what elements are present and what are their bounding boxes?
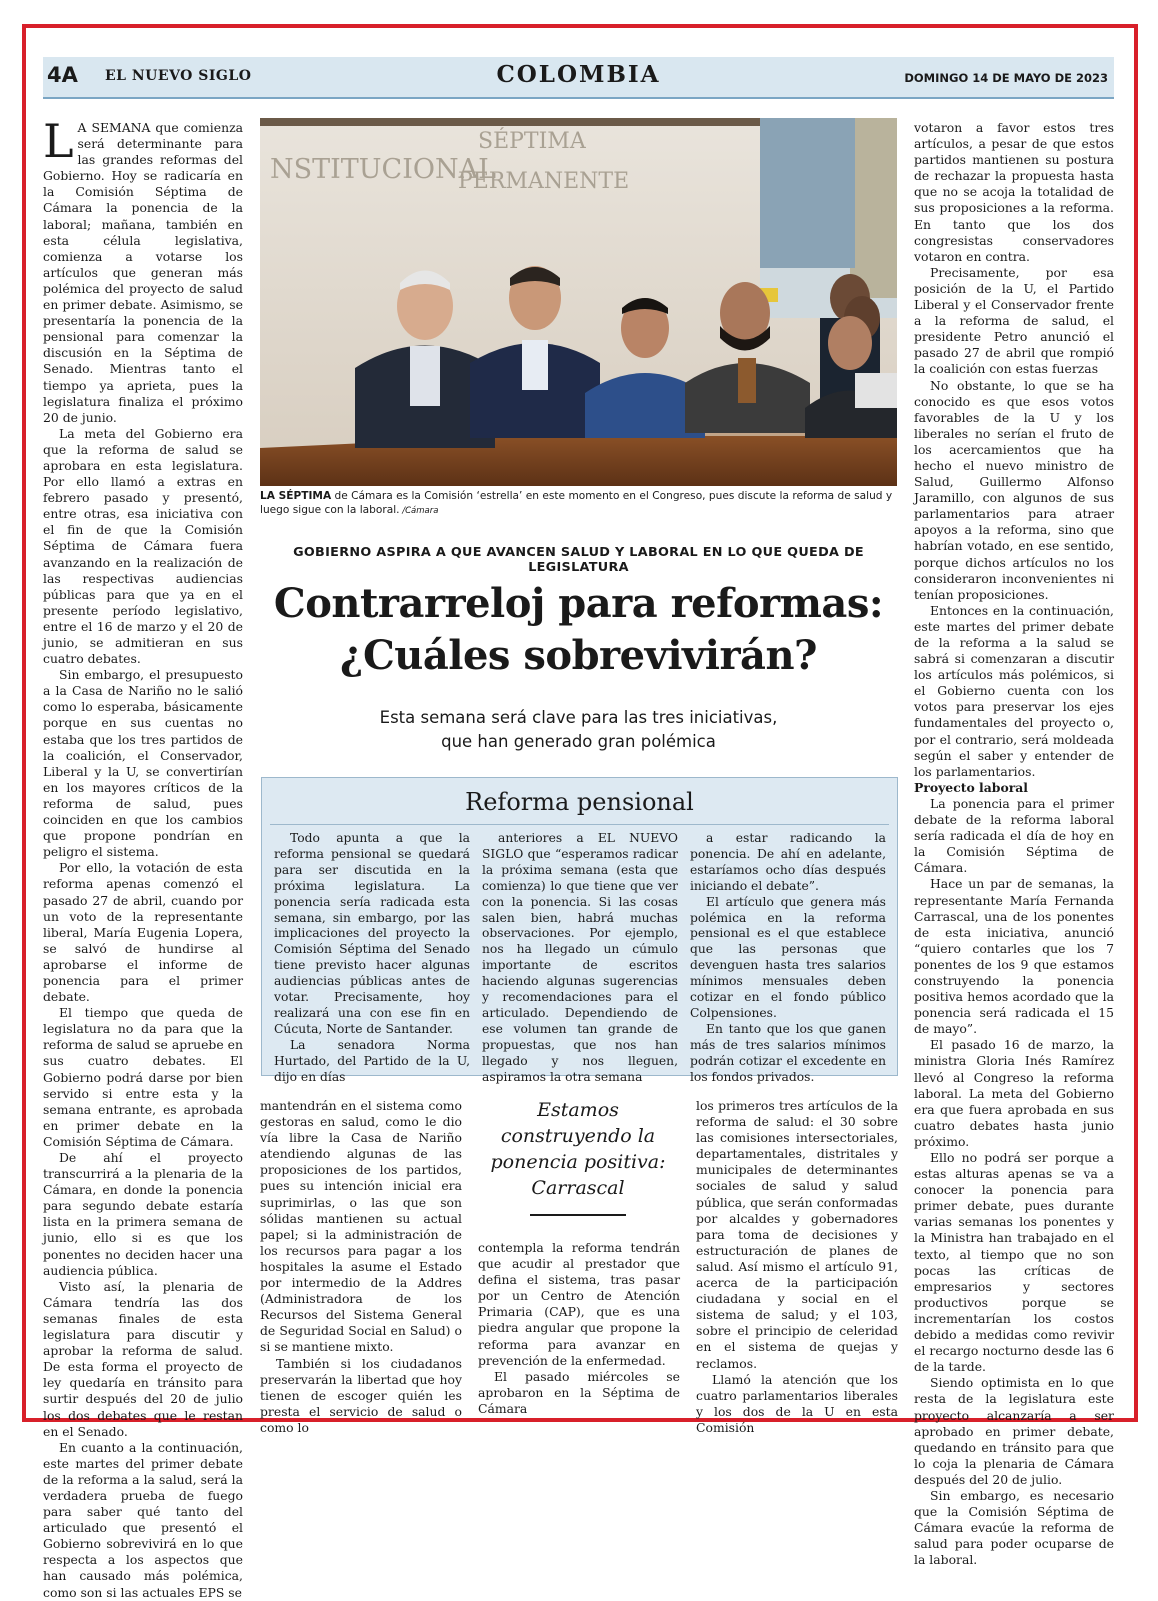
page-header (43, 57, 1114, 99)
photo-caption (260, 489, 897, 518)
page-number: 4A (47, 63, 78, 87)
headline (260, 578, 897, 682)
paragraph: No obstante, lo que se ha conocido es que esos votos favorables de la U y los liberales no serían el fruto de los acercamientos que ha hecho el nuevo ministro de Salud, Guillermo Alfonso Jaramillo, con algunos de sus parlamentarios para atraer apoyos a la reforma, sino que habrían votado, en ese sentido, porque dichos artículos no los consideraron inconvenientes ni tenían proposiciones. (914, 377, 1114, 602)
box-title: Reforma pensional (465, 788, 694, 816)
paragraph: También si los ciudadanos preservarán la libertad que hoy tienen de escoger quién les presta el servicio de salud o como lo (260, 1355, 462, 1435)
subheadline-line-2: que han generado gran polémica (441, 732, 716, 751)
paragraph: Visto así, la plenaria de Cámara tendría las dos semanas finales de esta legislatura para discutir y aprobar la reforma de salud. De esta forma el proyecto de ley quedaría en tránsito para surtir después del 20 de julio los dos debates que le restan en el Senado. (43, 1278, 243, 1439)
paragraph: los primeros tres artículos de la reforma de salud: el 30 sobre las comisiones intersectoriales, departamentales, distritales y municipales de determinantes sociales de salud y salud pública, que serán conformadas por alcaldes y gobernadores para toma de decisiones y estructuración de planes de salud. Así mismo el artículo 91, acerca de la participación ciudadana y social en el sistema de salud; y el 103, sobre el principio de celeridad en el sistema de quejas y reclamos. (696, 1098, 898, 1371)
paragraph: A SEMANA que comienza será determinante para las grandes reformas del Gobierno. Hoy se radicaría en la Comisión Séptima de Cámara la ponencia de la laboral; mañana, también en esta célula legislativa, comienza a votarse los artículos que generan más polémica del proyecto de salud en primer debate. Asimismo, se presentaría la ponencia de la pensional para comenzar la discusión en la Séptima de Senado. Mientras tanto el tiempo ya aprieta, pues la legislatura finaliza el próximo 20 de junio. (43, 120, 243, 425)
pull-quote: Estamos construyendo la ponencia positiva: Carrascal (490, 1099, 666, 1199)
paragraph: Todo apunta a que la reforma pensional se quedará para ser discutida en la próxima legislatura. La ponencia sería radicada esta semana, sin embargo, por las implicaciones del proyecto la Comisión Séptima del Senado tiene previsto hacer algunas audiencias públicas antes de votar. Precisamente, hoy realizará una con ese fin en Cúcuta, Norte de Santander. (274, 831, 470, 1036)
article-column-3 (478, 1240, 680, 1417)
paragraph: La ponencia para el primer debate de la reforma laboral sería radicada el día de hoy en la Comisión Séptima de Cámara. (914, 795, 1114, 876)
wall-lettering: PERMANENTE (458, 169, 630, 194)
wall-lettering: SÉPTIMA (478, 129, 586, 154)
paragraph: Entonces en la continuación, este martes del primer debate de la reforma a la salud se sabrá si comenzaran a discutir los artículos más polémicos, si el Gobierno cuenta con los votos para preservar los ejes fundamentales del proyecto o, por el contrario, será moldeada según el saber y entender de los parlamentarios. (914, 602, 1114, 779)
caption-credit: /Cámara (399, 506, 439, 516)
issue-date: DOMINGO 14 DE MAYO DE 2023 (904, 71, 1108, 85)
caption-lead: LA SÉPTIMA (260, 490, 332, 502)
paragraph: Sin embargo, es necesario que la Comisión Séptima de Cámara evacúe la reforma de salud para poder ocuparse de la laboral. (914, 1487, 1114, 1568)
headline-kicker: GOBIERNO ASPIRA A QUE AVANCEN SALUD Y LABORAL EN LO QUE QUEDA DE LEGISLATURA (293, 545, 864, 575)
paragraph: contempla la reforma tendrán que acudir al prestador que defina el sistema, tras pasar por un Centro de Atención Primaria (CAP), que es una piedra angular que propone la reforma para avanzar en prevención de la enfermedad. (478, 1240, 680, 1368)
subheading: Proyecto laboral (914, 779, 1028, 795)
newspaper-name: EL NUEVO SIGLO (105, 68, 252, 84)
paragraph: El artículo que genera más polémica en la reforma pensional es el que establece que las personas que devenguen hasta tres salarios mínimos mensuales deben cotizar en el fondo público Colpensiones. (690, 894, 886, 1020)
headline-line-2: ¿Cuáles sobrevivirán? (340, 632, 817, 679)
box-column-2 (482, 831, 678, 1086)
article-column-4 (696, 1098, 898, 1436)
pension-reform-box (261, 777, 898, 1084)
box-column-3 (690, 831, 886, 1086)
article-column-2 (260, 1098, 462, 1436)
paragraph: La senadora Norma Hurtado, del Partido de la U, dijo en días (274, 1037, 470, 1084)
paragraph: El pasado 16 de marzo, la ministra Gloria Inés Ramírez llevó al Congreso la reforma laboral. La meta del Gobierno era que fuera aprobada en sus cuatro debates hasta junio próximo. (914, 1037, 1114, 1149)
box-divider (270, 824, 889, 825)
subheadline-line-1: Esta semana será clave para las tres iniciativas, (379, 708, 778, 727)
caption-text: de Cámara es la Comisión ‘estrella’ en este momento en el Congreso, pues discute la reforma de salud y luego sigue con la laboral. (260, 490, 893, 516)
paragraph: En tanto que los que ganen más de tres salarios mínimos podrán cotizar el excedente en los fondos privados. (690, 1021, 886, 1084)
committee-photo-image (260, 118, 897, 486)
drop-cap: L (43, 114, 74, 168)
wall-lettering: NSTITUCIONAL (270, 154, 497, 185)
paragraph: Siendo optimista en lo que resta de la legislatura este proyecto alcanzaría a ser aprobado en primer debate, quedando en tránsito para que lo coja la plenaria de Cámara después del 20 de julio. (914, 1375, 1114, 1487)
paragraph: Llamó la atención que los cuatro parlamentarios liberales y los dos de la U en esta Comisión (696, 1371, 898, 1435)
paragraph: Ello no podrá ser porque a estas alturas apenas se va a conocer la ponencia para primer debate, pues durante varias semanas los ponentes y la Ministra han trabajado en el texto, al tiempo que no son pocas las críticas de empresarios y sectores productivos porque se incrementarían los costos debido a medidas como revivir el recargo nocturno desde las 6 de la tarde. (914, 1150, 1114, 1375)
paragraph: El pasado miércoles se aprobaron en la Séptima de Cámara (478, 1368, 680, 1416)
committee-photo (260, 118, 897, 486)
paragraph: mantendrán en el sistema como gestoras en salud, como le dio vía libre la Casa de Nariño atendiendo algunas de las proposiciones de los partidos, pues su intención inicial era suprimirlas, o las que son sólidas mantienen su actual papel; si la administración de los recursos para pagar a los hospitales la asume el Estado por intermedio de la Addres (Administradora de los Recursos del Sistema General de Seguridad Social en Salud) o si se mantiene mixto. (260, 1098, 462, 1355)
subheadline (260, 706, 897, 754)
paragraph: Hace un par de semanas, la representante María Fernanda Carrascal, una de los ponentes de esta iniciativa, anunció “quiero contarles que los 7 ponentes de los 9 que estamos construyendo la ponencia positiva hemos acordado que la ponencia será radicada el 15 de mayo”. (914, 876, 1114, 1037)
paragraph: La meta del Gobierno era que la reforma de salud se aprobara en esta legislatura. Por ello llamó a extras en febrero pasado y presentó, entre otras, esa iniciativa con el fin de que la Comisión Séptima de Cámara fuera avanzando en la realización de las respectivas audiencias públicas para que ya en el presente período legislativo, entre el 16 de marzo y el 20 de junio, se admitieran en sus cuatro debates. (43, 425, 243, 667)
paragraph: Precisamente, por esa posición de la U, el Partido Liberal y el Conservador frente a la reforma de salud, el presidente Petro anunció el pasado 27 de abril que rompió la coalición con estas fuerzas (914, 264, 1114, 377)
paragraph: Por ello, la votación de esta reforma apenas comenzó el pasado 27 de abril, cuando por un voto de la representante liberal, María Eugenia Lopera, se salvó de hundirse al aprobarse el informe de ponencia para el primer debate. (43, 860, 243, 1005)
headline-line-1: Contrarreloj para reformas: (273, 580, 884, 627)
article-column-5 (914, 120, 1114, 1568)
paragraph: El tiempo que queda de legislatura no da para que la reforma de salud se apruebe en sus cuatro debates. El Gobierno podrá darse por bien servido si entre esta y la semana entrante, es aprobada en primer debate en la Comisión Séptima de Cámara. (43, 1005, 243, 1149)
paragraph: Sin embargo, el presupuesto a la Casa de Nariño no le salió como lo esperaba, básicamente porque en sus cuentas no estaba que los tres partidos de la coalición, el Conservador, Liberal y la U, se convertirían en los mayores críticos de la reforma de salud, pues coinciden en que los cambios que propone pondrían en peligro el sistema. (43, 667, 243, 860)
paragraph: a estar radicando la ponencia. De ahí en adelante, estaríamos ocho días después iniciando el debate”. (690, 831, 886, 893)
paragraph: anteriores a EL NUEVO SIGLO que “esperamos radicar la próxima semana (esta que comienza) lo que tiene que ver con la ponencia. Si las cosas salen bien, habrá muchas observaciones. Por ejemplo, nos ha llegado un cúmulo importante de escritos haciendo algunas sugerencias y recomendaciones para el articulado. Dependiendo de ese volumen tan grande de propuestas, que nos han llegado y nos lleguen, aspiramos la otra semana (482, 831, 678, 1084)
article-column-1 (43, 114, 243, 1601)
box-column-1 (274, 831, 470, 1086)
paragraph: De ahí el proyecto transcurrirá a la plenaria de la Cámara, en donde la ponencia para segundo debate estaría lista en la primera semana de junio, ello si es que los ponentes no deciden hacer una audiencia pública. (43, 1150, 243, 1278)
pull-quote-rule (530, 1214, 626, 1216)
paragraph: votaron a favor estos tres artículos, a pesar de que estos partidos mantienen su postura de rechazar la propuesta hasta que no se acoja la totalidad de sus proposiciones a la reforma. En tanto que los dos congresistas conservadores votaron en contra. (914, 120, 1114, 264)
section-title: COLOMBIA (496, 61, 661, 88)
paragraph: En cuanto a la continuación, este martes del primer debate de la reforma a la salud, será la verdadera prueba de fuego para saber qué tanto del articulado que presentó el Gobierno sobrevivirá en lo que respecta a los aspectos que han causado más polémica, como son si las actuales EPS se (43, 1439, 243, 1600)
